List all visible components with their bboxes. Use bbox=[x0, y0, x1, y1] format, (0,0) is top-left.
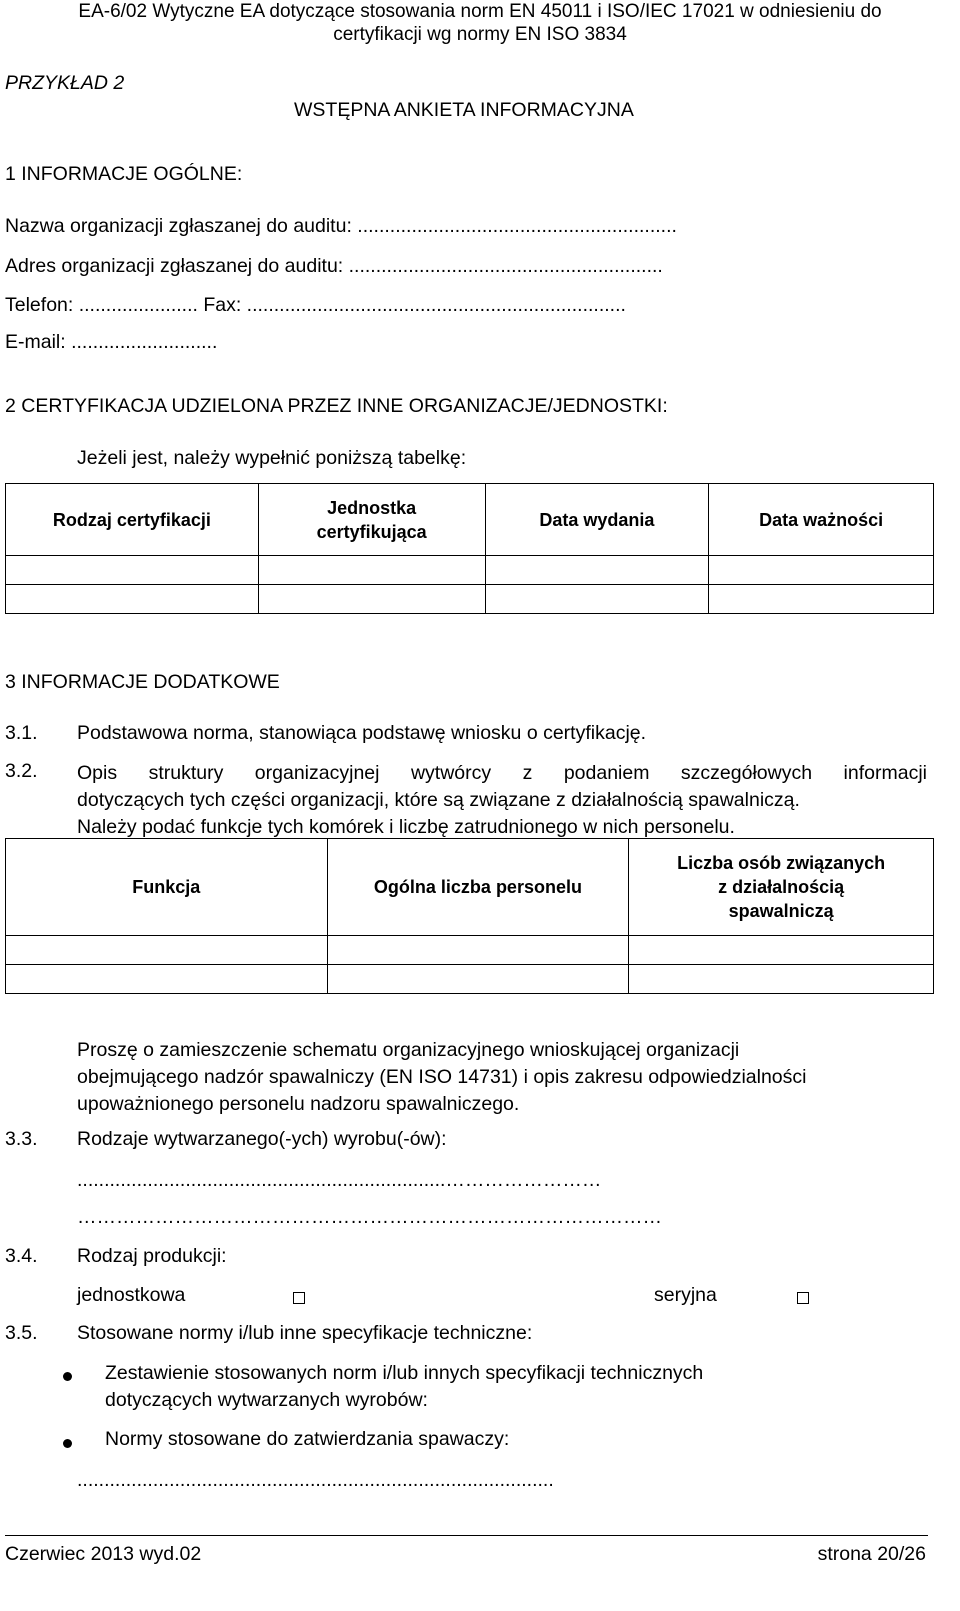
section2-intro: Jeżeli jest, należy wypełnić poniższą tabelkę: bbox=[77, 447, 467, 469]
bullet-icon bbox=[63, 1439, 72, 1448]
document-header-line1: EA-6/02 Wytyczne EA dotyczące stosowania norm EN 45011 i ISO/IEC 17021 w odniesieniu do bbox=[78, 1, 882, 22]
s33-number: 3.3. bbox=[5, 1128, 38, 1150]
phone-fax-field: Telefon: ...................... Fax: ...................................................................... bbox=[5, 294, 626, 316]
personnel-table bbox=[5, 838, 934, 994]
certification-table bbox=[5, 483, 934, 614]
bullet2-text: Normy stosowane do zatwierdzania spawaczy: bbox=[105, 1428, 510, 1450]
col-function: Funkcja bbox=[6, 839, 328, 936]
example-label: PRZYKŁAD 2 bbox=[5, 72, 125, 94]
s33-dots-line1: ....................................................................…………………… bbox=[77, 1169, 602, 1191]
bullet1-text: Zestawienie stosowanych norm i/lub innych specyfikacji technicznych dotyczących wytwarzanych wyrobów: bbox=[105, 1362, 704, 1411]
section1-title: 1 INFORMACJE OGÓLNE: bbox=[5, 163, 243, 185]
s32-number: 3.2. bbox=[5, 760, 38, 782]
col-issue-date: Data wydania bbox=[485, 484, 709, 556]
col-total-personnel: Ogólna liczba personelu bbox=[327, 839, 629, 936]
s33-text: Rodzaje wytwarzanego(-ych) wyrobu(-ów): bbox=[77, 1128, 447, 1150]
table-row bbox=[6, 556, 934, 585]
s34-number: 3.4. bbox=[5, 1245, 38, 1267]
table-row bbox=[6, 585, 934, 614]
s31-number: 3.1. bbox=[5, 722, 38, 744]
table-row bbox=[6, 936, 934, 965]
s35-number: 3.5. bbox=[5, 1322, 38, 1344]
option-serial-label: seryjna bbox=[654, 1284, 717, 1306]
footer-page-number: strona 20/26 bbox=[817, 1543, 926, 1565]
footer-date: Czerwiec 2013 wyd.02 bbox=[5, 1543, 202, 1565]
org-chart-note: Proszę o zamieszczenie schematu organizacyjnego wnioskującej organizacji obejmującego nadzór spawalniczy (EN ISO 14731) i opis zakresu odpowiedzialności upoważnionego personelu nadzoru spawalniczego. bbox=[77, 1039, 807, 1115]
section3-title: 3 INFORMACJE DODATKOWE bbox=[5, 671, 280, 693]
table-row bbox=[6, 965, 934, 994]
document-header-line2: certyfikacji wg normy EN ISO 3834 bbox=[333, 24, 627, 45]
col-certification-type: Rodzaj certyfikacji bbox=[6, 484, 259, 556]
col-expiry-date: Data ważności bbox=[709, 484, 934, 556]
s33-dots-line2: ……………………………………………………………………………… bbox=[77, 1206, 662, 1228]
checkbox-serial-icon[interactable] bbox=[797, 1292, 809, 1304]
bullet2-dots: ........................................................................................ bbox=[77, 1469, 554, 1491]
s34-text: Rodzaj produkcji: bbox=[77, 1245, 227, 1267]
s31-text: Podstawowa norma, stanowiąca podstawę wniosku o certyfikację. bbox=[77, 722, 647, 744]
col-welding-personnel: Liczba osób związanych z działalnością spawalniczą bbox=[629, 839, 934, 936]
option-single-label: jednostkowa bbox=[77, 1284, 186, 1306]
checkbox-single-icon[interactable] bbox=[293, 1292, 305, 1304]
s32-text: Opis struktury organizacyjnej wytwórcy z podaniem szczegółowych informacji dotyczących tych części organizacji, które są związane z działalnością spawalniczą. Należy podać funkcje tych komórek i liczbę zatrudnionego w nich personelu. bbox=[77, 762, 927, 838]
bullet-icon bbox=[63, 1372, 72, 1381]
org-address-field: Adres organizacji zgłaszanej do auditu: .......................................................... bbox=[5, 255, 663, 277]
certification-table-header bbox=[6, 484, 934, 556]
email-field: E-mail: ........................... bbox=[5, 331, 218, 353]
section2-title: 2 CERTYFIKACJA UDZIELONA PRZEZ INNE ORGANIZACJE/JEDNOSTKI: bbox=[5, 395, 668, 417]
col-certifying-body: Jednostka certyfikująca bbox=[258, 484, 485, 556]
footer-divider bbox=[5, 1535, 928, 1536]
personnel-table-header bbox=[6, 839, 934, 936]
org-name-field: Nazwa organizacji zgłaszanej do auditu: ........................................................... bbox=[5, 215, 677, 237]
s35-text: Stosowane normy i/lub inne specyfikacje techniczne: bbox=[77, 1322, 533, 1344]
form-title: WSTĘPNA ANKIETA INFORMACYJNA bbox=[294, 99, 634, 121]
